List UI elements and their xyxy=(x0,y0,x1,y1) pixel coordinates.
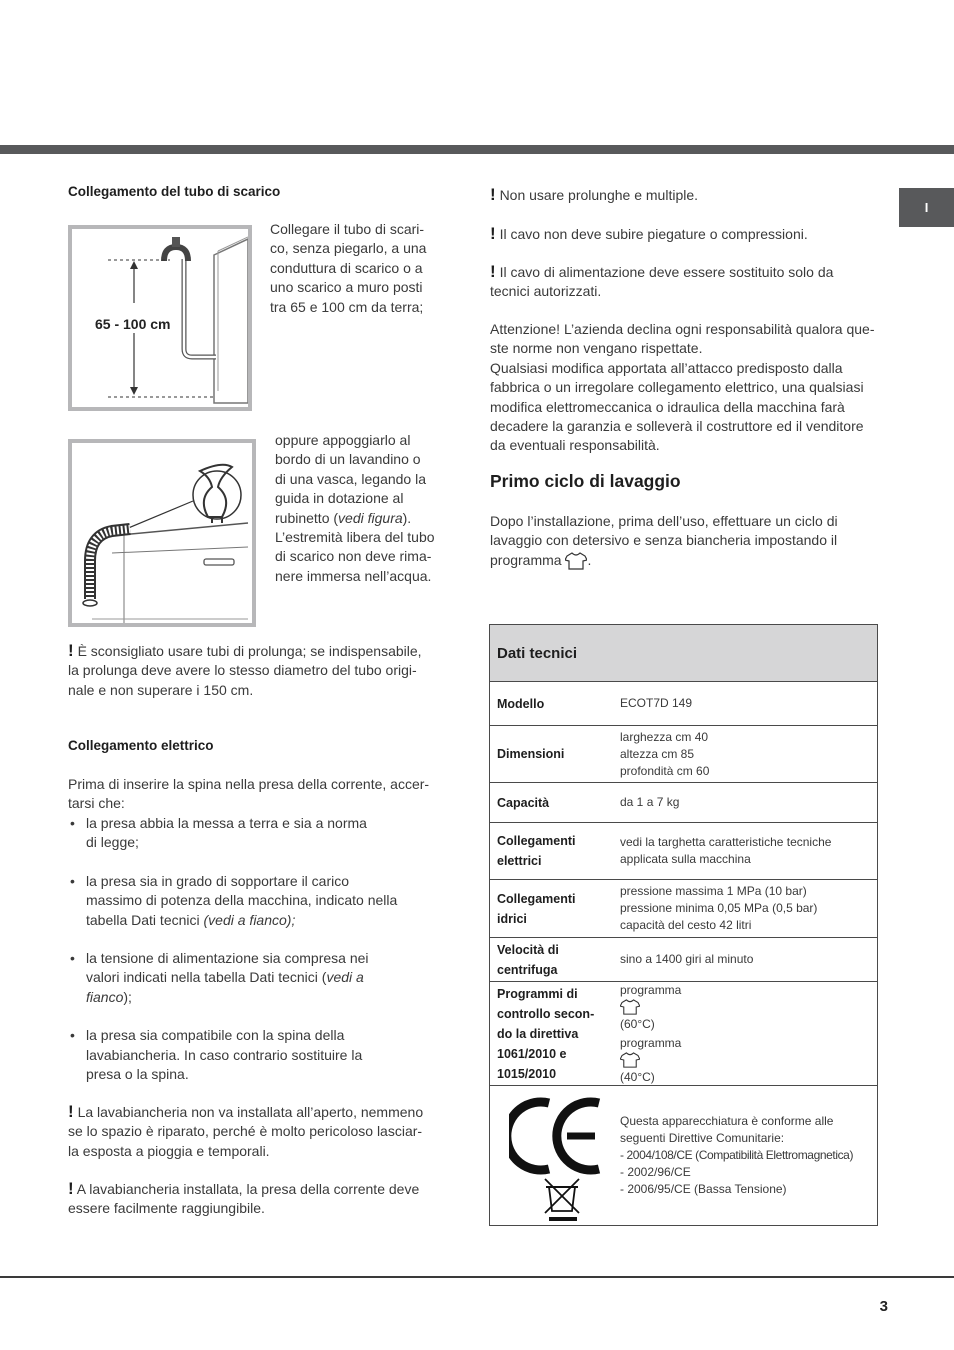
weee-bin-icon xyxy=(545,1179,579,1221)
warning-no-extensions: ! Non usare prolunghe e multiple. xyxy=(490,185,699,204)
page-number: 3 xyxy=(879,1298,888,1315)
drain-instructions-2: oppure appoggiarlo al bordo di un lavandino o di una vasca, legando la guida in dotazione al rubinetto (vedi figura). L’estremità libera del tubo di scarico non deve rima- nere immersa nell’acqua. xyxy=(275,432,435,584)
checklist-item-voltage: • la tensione di alimentazione sia compresa nei valori indicati nella tabella Dati tecnici (vedi a fianco); xyxy=(68,949,448,1007)
language-tab: I xyxy=(899,188,954,227)
warning-cable-bend: ! Il cavo non deve subire piegature o compressioni. xyxy=(490,224,808,243)
table-row-spin: Velocità di centrifuga sino a 1400 giri al minuto xyxy=(490,938,877,982)
electrical-intro: Prima di inserire la spina nella presa della corrente, accer- tarsi che: xyxy=(68,776,430,812)
warning-icon: ! xyxy=(68,1102,74,1121)
attention-notice: Attenzione! L’azienda declina ogni responsabilità qualora que- ste norme non vengano rispettate. Qualsiasi modifica apportata all’attacco predisposto dalla fabbrica o un irregolare collegamento elettrico, una qualsiasi modifica elettromeccanica o idraulica della macchina farà decadere la garanzia e solleverà il costruttore ed il venditore da eventuali responsabilità. xyxy=(490,321,875,454)
cotton-program-icon xyxy=(565,552,587,570)
bottom-rule xyxy=(0,1276,954,1278)
sink-hose-illustration xyxy=(72,443,252,623)
first-wash-text: Dopo l’installazione, prima dell’uso, effettuare un ciclo di lavaggio con detersivo e senza biancheria impostando il programma . xyxy=(490,512,890,570)
electrical-checklist xyxy=(68,814,448,1084)
table-row-ce: Questa apparecchiatura è conforme alle seguenti Direttive Comunitarie: - 2004/108/CE (Compatibilità Elettromagnetica) - 2002/96/CE - 2006/95/CE (Bassa Tensione) xyxy=(490,1086,877,1225)
first-wash-heading: Primo ciclo di lavaggio xyxy=(490,471,681,491)
technical-data-table xyxy=(489,624,878,1226)
cotton-program-icon xyxy=(620,1052,640,1068)
warning-cable-replace: ! Il cavo di alimentazione deve essere sostituito solo da tecnici autorizzati. xyxy=(490,262,834,300)
table-row-electrical: Collegamenti elettrici vedi la targhetta caratteristiche tecniche applicata sulla macchina xyxy=(490,823,877,880)
section-heading-drain: Collegamento del tubo di scarico xyxy=(68,184,281,199)
table-title: Dati tecnici xyxy=(490,625,877,682)
figure-sink-hose xyxy=(68,439,256,627)
checklist-item-grounding: • la presa abbia la messa a terra e sia a norma di legge; xyxy=(68,814,448,853)
drain-height-label: 65 - 100 cm xyxy=(95,316,171,332)
warning-extension: ! È sconsigliato usare tubi di prolunga; se indispensabile, la prolunga deve avere lo stesso diametro del tubo origi- nale e non superare i 150 cm. xyxy=(68,641,422,698)
warning-socket-access: ! A lavabiancheria installata, la presa della corrente deve essere facilmente raggiungibile. xyxy=(68,1179,420,1217)
table-row-programs: Programmi di controllo secon- do la direttiva 1061/2010 e 1015/2010 programma (60°C) programma (40°C) xyxy=(490,982,877,1086)
warning-icon: ! xyxy=(68,1179,74,1198)
section-heading-electrical: Collegamento elettrico xyxy=(68,738,214,753)
cotton-program-icon xyxy=(620,999,640,1015)
warning-icon: ! xyxy=(68,641,74,660)
warning-icon: ! xyxy=(490,224,496,243)
checklist-item-plug: • la presa sia compatibile con la spina della lavabiancheria. In caso contrario sostituire la presa o la spina. xyxy=(68,1026,448,1084)
table-row-dimensions: Dimensioni larghezza cm 40 altezza cm 85 profondità cm 60 xyxy=(490,726,877,783)
top-rule xyxy=(0,145,954,154)
checklist-item-load: • la presa sia in grado di sopportare il carico massimo di potenza della macchina, indicato nella tabella Dati tecnici (vedi a fianco); xyxy=(68,872,448,930)
warning-icon: ! xyxy=(490,185,496,204)
ce-weee-marks xyxy=(509,1091,609,1221)
warning-outdoor: ! La lavabiancheria non va installata all’aperto, nemmeno se lo spazio è riparato, perché è molto pericoloso lasciar- la esposta a pioggia e temporali. xyxy=(68,1102,424,1159)
table-row-model: Modello ECOT7D 149 xyxy=(490,682,877,726)
drain-instructions-1: Collegare il tubo di scari- co, senza piegarlo, a una conduttura di scarico o a uno scarico a muro posti tra 65 e 100 cm da terra; xyxy=(270,221,427,315)
table-row-capacity: Capacità da 1 a 7 kg xyxy=(490,783,877,823)
warning-icon: ! xyxy=(490,262,496,281)
table-row-water: Collegamenti idrici pressione massima 1 MPa (10 bar) pressione minima 0,05 MPa (0,5 bar) capacità del cesto 42 litri xyxy=(490,880,877,938)
